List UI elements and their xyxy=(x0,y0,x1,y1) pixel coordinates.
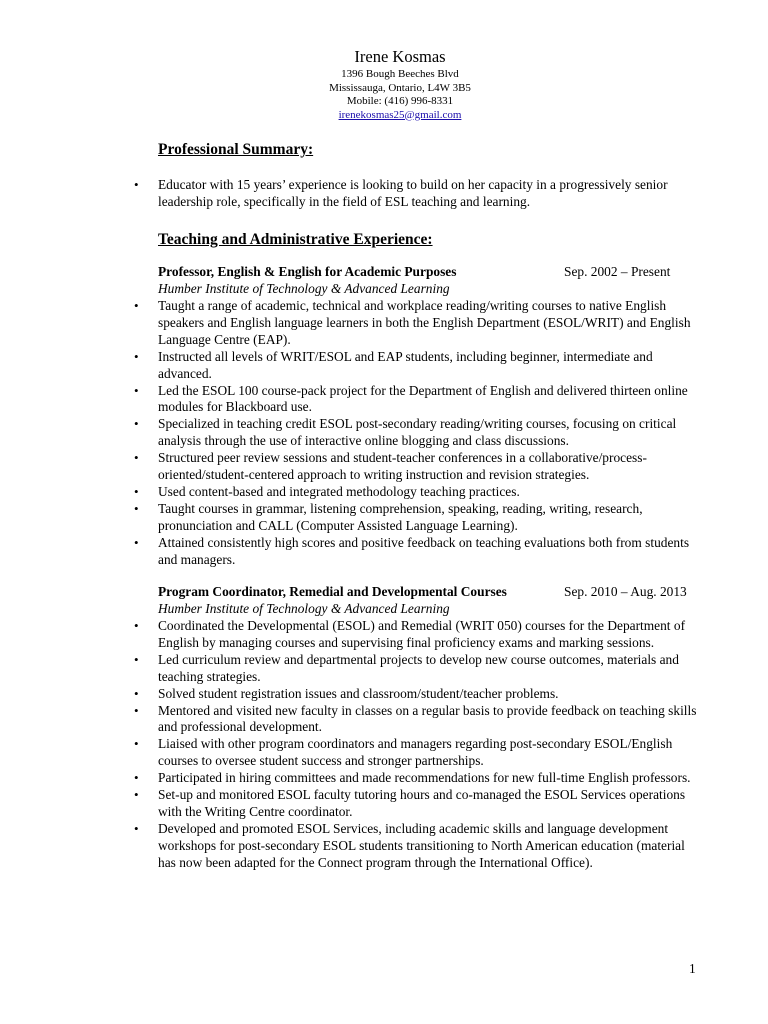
bullet-text: Solved student registration issues and classroom/student/teacher problems. xyxy=(158,685,559,701)
bullet-icon: • xyxy=(134,500,139,516)
list-item xyxy=(0,686,768,703)
bullet-icon: • xyxy=(134,685,139,701)
experience-heading: Teaching and Administrative Experience: xyxy=(158,231,433,248)
list-item xyxy=(0,383,768,417)
bullet-icon: • xyxy=(134,177,139,192)
list-item xyxy=(0,787,768,821)
list-item xyxy=(0,535,768,569)
contact-header xyxy=(0,47,768,122)
bullet-icon: • xyxy=(134,534,139,550)
bullet-text: Taught courses in grammar, listening comprehension, speaking, reading, writing, research, pronunciation and CALL (Computer Assisted Language Learning). xyxy=(158,500,643,533)
bullet-icon: • xyxy=(134,298,139,313)
summary-text: Educator with 15 years’ experience is looking to build on her capacity in a progressively senior leadership role, specifically in the field of ESL teaching and learning. xyxy=(158,177,668,209)
bullet-icon: • xyxy=(134,736,139,752)
bullet-text: Participated in hiring committees and made recommendations for new full-time English professors. xyxy=(158,770,691,786)
bullet-icon: • xyxy=(134,416,139,432)
job-header xyxy=(158,584,698,618)
bullet-icon: • xyxy=(134,787,139,803)
bullet-icon: • xyxy=(134,450,139,466)
email-link[interactable]: irenekosmas25@gmail.com xyxy=(338,108,462,121)
list-item xyxy=(0,821,768,872)
bullet-text: Instructed all levels of WRIT/ESOL and EAP students, including beginner, intermediate and advanced. xyxy=(158,348,653,381)
list-item xyxy=(0,416,768,450)
job-title: Professor, English & English for Academic Purposes xyxy=(158,264,457,279)
bullet-text: Used content-based and integrated methodology teaching practices. xyxy=(158,483,520,499)
bullet-icon: • xyxy=(134,820,139,836)
city-address: Mississauga, Ontario, L4W 3B5 xyxy=(329,81,471,94)
list-item xyxy=(0,484,768,501)
street-address: 1396 Bough Beeches Blvd xyxy=(341,68,459,80)
bullet-icon: • xyxy=(134,618,139,633)
bullet-text: Led curriculum review and departmental projects to develop new course outcomes, materials and teaching strategies. xyxy=(158,651,679,684)
bullet-text: Set-up and monitored ESOL faculty tutoring hours and co-managed the ESOL Services operations with the Writing Centre coordinator. xyxy=(158,787,686,819)
list-item xyxy=(0,618,768,652)
bullet-text: Specialized in teaching credit ESOL post-secondary reading/writing courses, focusing on critical analysis through the use of interactive online blogging and class discussions. xyxy=(158,416,677,449)
bullet-icon: • xyxy=(134,770,139,786)
list-item xyxy=(0,450,768,484)
bullet-text: Mentored and visited new faculty in classes on a regular basis to provide feedback on teaching skills and professional development. xyxy=(158,702,697,735)
bullet-text: Structured peer review sessions and student-teacher conferences in a collaborative/process-oriented/student-centered approach to writing instruction and revision strategies. xyxy=(158,450,647,483)
list-item xyxy=(0,298,768,349)
list-item xyxy=(0,349,768,383)
bullet-text: Developed and promoted ESOL Services, including academic skills and language development workshops for post-secondary ESOL students transitioning to North American education (material has now been adapted for the Connect program through the International Office). xyxy=(158,820,685,870)
bullet-icon: • xyxy=(134,348,139,364)
bullet-text: Led the ESOL 100 course-pack project for the Department of English and delivered thirteen online modules for Blackboard use. xyxy=(158,382,688,415)
list-item xyxy=(0,501,768,535)
list-item xyxy=(0,177,768,211)
bullet-text: Coordinated the Developmental (ESOL) and Remedial (WRIT 050) courses for the Department of English by managing courses and supervising final proficiency exams and marking sessions. xyxy=(158,618,686,650)
list-item xyxy=(0,770,768,787)
job-header xyxy=(158,264,698,298)
page-number: 1 xyxy=(689,961,696,976)
bullet-text: Attained consistently high scores and positive feedback on teaching evaluations both from students and managers. xyxy=(158,534,690,567)
mobile-number: Mobile: (416) 996-8331 xyxy=(346,95,454,107)
job-organization: Humber Institute of Technology & Advanced Learning xyxy=(158,600,450,616)
summary-list xyxy=(0,177,768,211)
job-dates: Sep. 2010 – Aug. 2013 xyxy=(564,584,687,599)
bullet-text: Liaised with other program coordinators and managers regarding post-secondary ESOL/English courses to oversee student success and stronger partnerships. xyxy=(158,736,673,769)
job-bullet-list xyxy=(0,618,768,872)
job-bullet-list xyxy=(0,298,768,569)
bullet-icon: • xyxy=(134,382,139,398)
summary-heading: Professional Summary: xyxy=(158,141,314,158)
list-item xyxy=(0,703,768,737)
list-item xyxy=(0,652,768,686)
job-title: Program Coordinator, Remedial and Developmental Courses xyxy=(158,584,507,599)
bullet-text: Taught a range of academic, technical and workplace reading/writing courses to native English speakers and English language learners in both the English Department (ESOL/WRIT) and English Language Centre (EAP). xyxy=(158,298,691,347)
bullet-icon: • xyxy=(134,702,139,718)
bullet-icon: • xyxy=(134,483,139,499)
bullet-icon: • xyxy=(134,651,139,667)
list-item xyxy=(0,736,768,770)
job-organization: Humber Institute of Technology & Advanced Learning xyxy=(158,280,450,296)
candidate-name: Irene Kosmas xyxy=(354,47,446,66)
job-dates: Sep. 2002 – Present xyxy=(564,264,671,279)
